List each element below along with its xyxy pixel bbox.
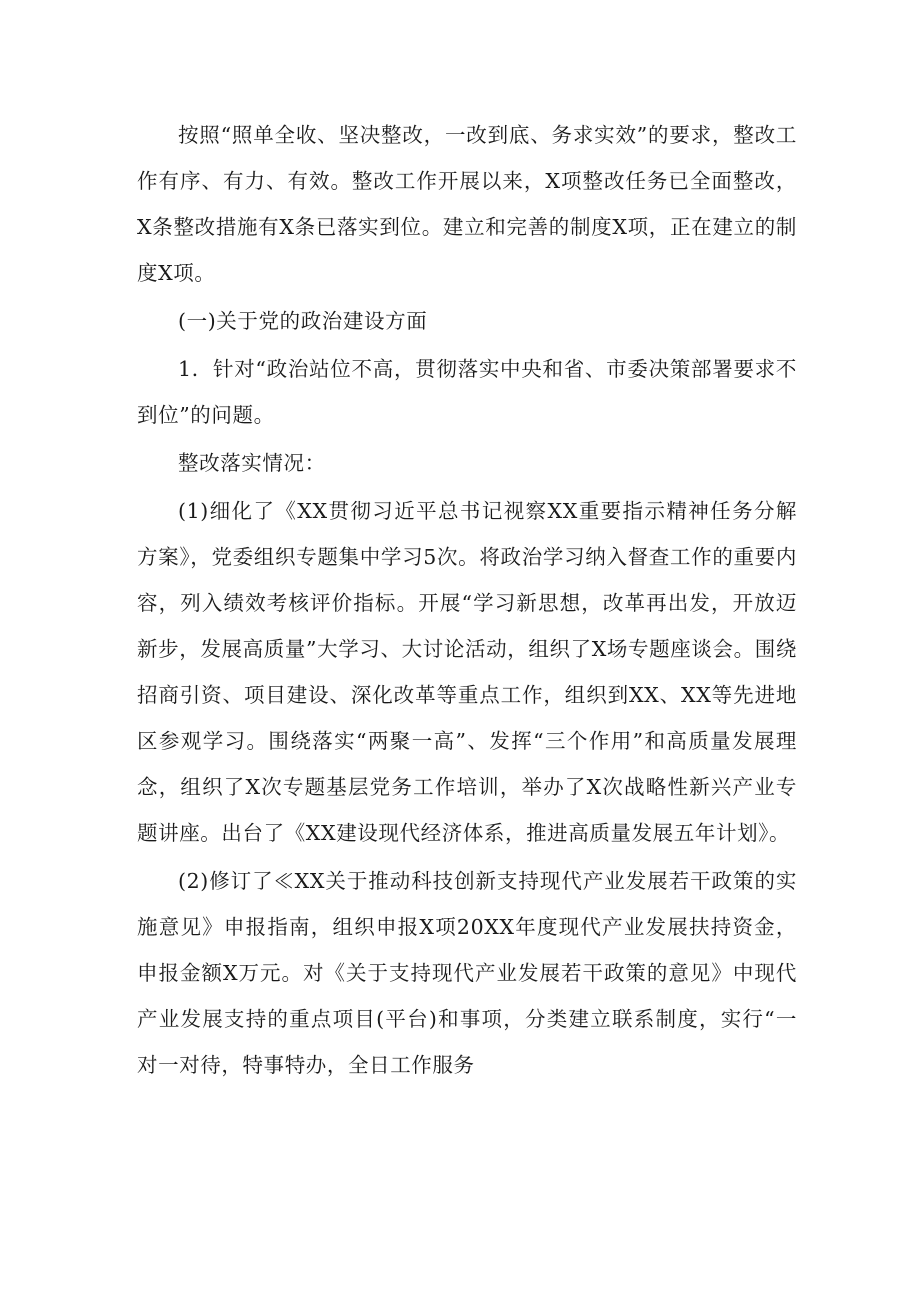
measure-paragraph-2: (2)修订了≪XX关于推动科技创新支持现代产业发展若干政策的实施意见》申报指南，组织申报X项20XX年度现代产业发展扶持资金，申报金额X万元。对《关于支持现代产业发展若干政策的意见》中现代产业发展支持的重点项目(平台)和事项，分类建立联系制度，实行“一对一对待，特事特办，全日工作服务 (137, 869, 797, 1077)
issue-paragraph: 1．针对“政治站位不高，贯彻落实中央和省、市委决策部署要求不到位”的问题。 (137, 357, 797, 427)
section-heading: (一)关于党的政治建设方面 (178, 309, 428, 333)
document-body (137, 112, 797, 1088)
intro-paragraph: 按照“照单全收、坚决整改，一改到底、务求实效”的要求，整改工作有序、有力、有效。整改工作开展以来，X项整改任务已全面整改，X条整改措施有X条已落实到位。建立和完善的制度X项，正在建立的制度X项。 (137, 123, 797, 285)
measure-paragraph-1: (1)细化了《XX贯彻习近平总书记视察XX重要指示精神任务分解方案》，党委组织专题集中学习5次。将政治学习纳入督查工作的重要内容，列入绩效考核评价指标。开展“学习新思想，改革再出发，开放迈新步，发展高质量”大学习、大讨论活动，组织了X场专题座谈会。围绕招商引资、项目建设、深化改革等重点工作，组织到XX、XX等先进地区参观学习。围绕落实“两聚一高”、发挥“三个作用”和高质量发展理念，组织了X次专题基层党务工作培训，举办了X次战略性新兴产业专题讲座。出台了《XX建设现代经济体系，推进高质量发展五年计划》。 (137, 499, 797, 845)
subheading-rectification: 整改落实情况： (178, 451, 326, 475)
